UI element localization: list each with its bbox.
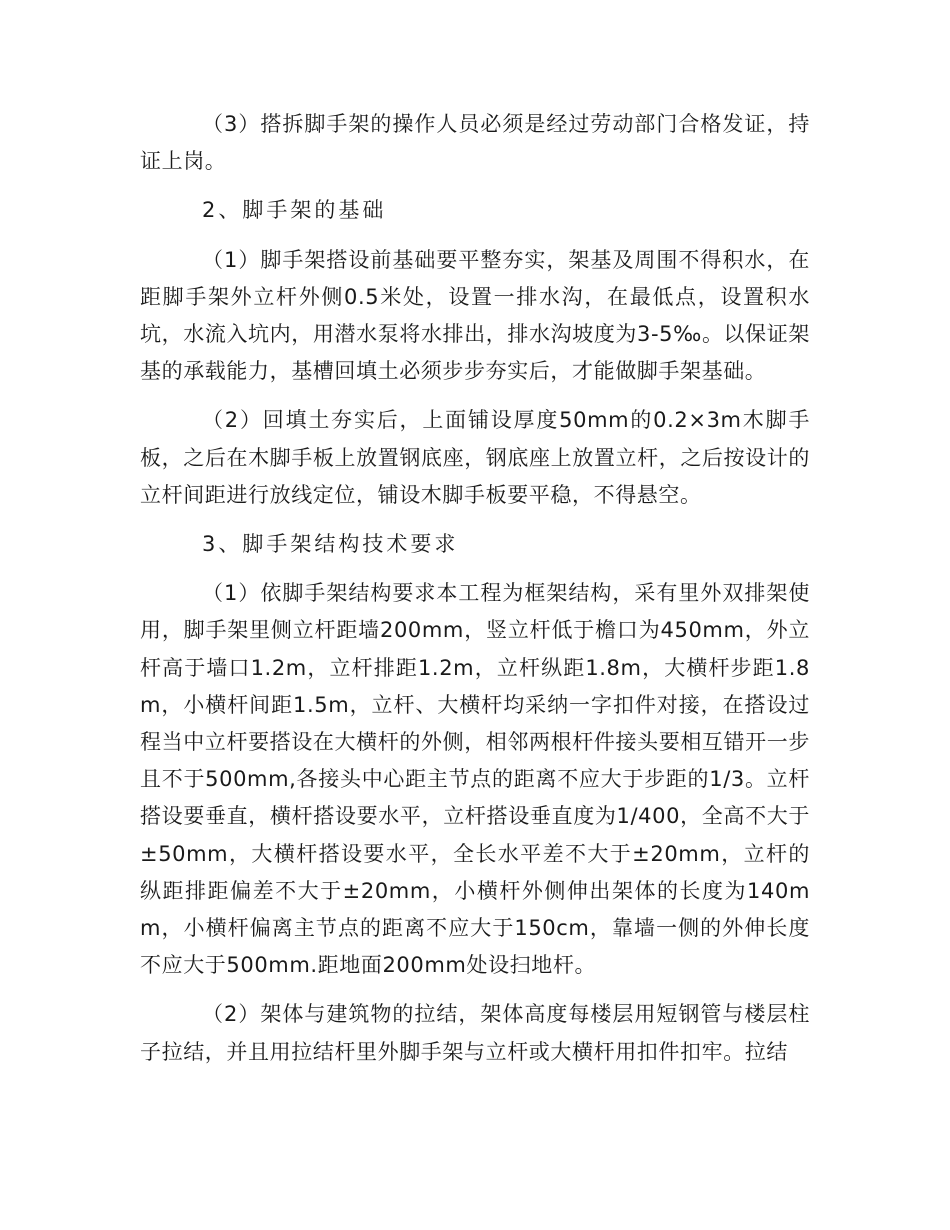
paragraph-operators-certification: （3）搭拆脚手架的操作人员必须是经过劳动部门合格发证，持证上岗。 <box>140 112 810 174</box>
paragraph-tie-connection: （2）架体与建筑物的拉结，架体高度每楼层用短钢管与楼层柱子拉结，并且用拉结杆里外脚手架与立杆或大横杆用扣件扣牢。拉结 <box>140 1002 810 1064</box>
paragraph-structure-specs: （1）依脚手架结构要求本工程为框架结构，采有里外双排架使用，脚手架里侧立杆距墙200mm，竖立杆低于檐口为450mm，外立杆高于墙口1.2m，立杆排距1.2m，立杆纵距1.8m，大横杆步距1.8m，小横杆间距1.5m，立杆、大横杆均采纳一字扣件对接，在搭设过程当中立杆要搭设在大横杆的外侧，相邻两根杆件接头要相互错开一步且不于500mm,各接头中心距主节点的距离不应大于步距的1/3。立杆搭设要垂直，横杆搭设要水平，立杆搭设垂直度为1/400，全高不大于±50mm，大横杆搭设要水平，全长水平差不大于±20mm，立杆的纵距排距偏差不大于±20mm，小横杆外侧伸出架体的长度为140mm，小横杆偏离主节点的距离不应大于150cm，靠墙一侧的外伸长度不应大于500mm.距地面200mm处设扫地杆。 <box>140 581 810 978</box>
paragraph-gap <box>140 390 810 402</box>
paragraph-gap <box>140 563 810 575</box>
paragraph-foundation-drainage: （1）脚手架搭设前基础要平整夯实，架基及周围不得积水，在距脚手架外立杆外侧0.5米处，设置一排水沟，在最低点，设置积水坑，水流入坑内，用潜水泵将水排出，排水沟坡度为3-5‰。以保证架基的承载能力，基槽回填土必须步步夯实后，才能做脚手架基础。 <box>140 247 810 384</box>
paragraph-gap <box>140 180 810 192</box>
paragraph-backfill-base: （2）回填土夯实后，上面铺设厚度50mm的0.2×3m木脚手板，之后在木脚手板上放置钢底座，钢底座上放置立杆，之后按设计的立杆间距进行放线定位，铺设木脚手板要平稳，不得悬空。 <box>140 408 810 507</box>
section-heading-structure-requirements: 3、脚手架结构技术要求 <box>202 532 459 557</box>
section-heading-foundation: 2、脚手架的基础 <box>202 198 387 223</box>
paragraph-gap <box>140 984 810 996</box>
paragraph-gap <box>140 230 810 242</box>
document-body <box>140 106 810 1071</box>
paragraph-gap <box>140 514 810 526</box>
